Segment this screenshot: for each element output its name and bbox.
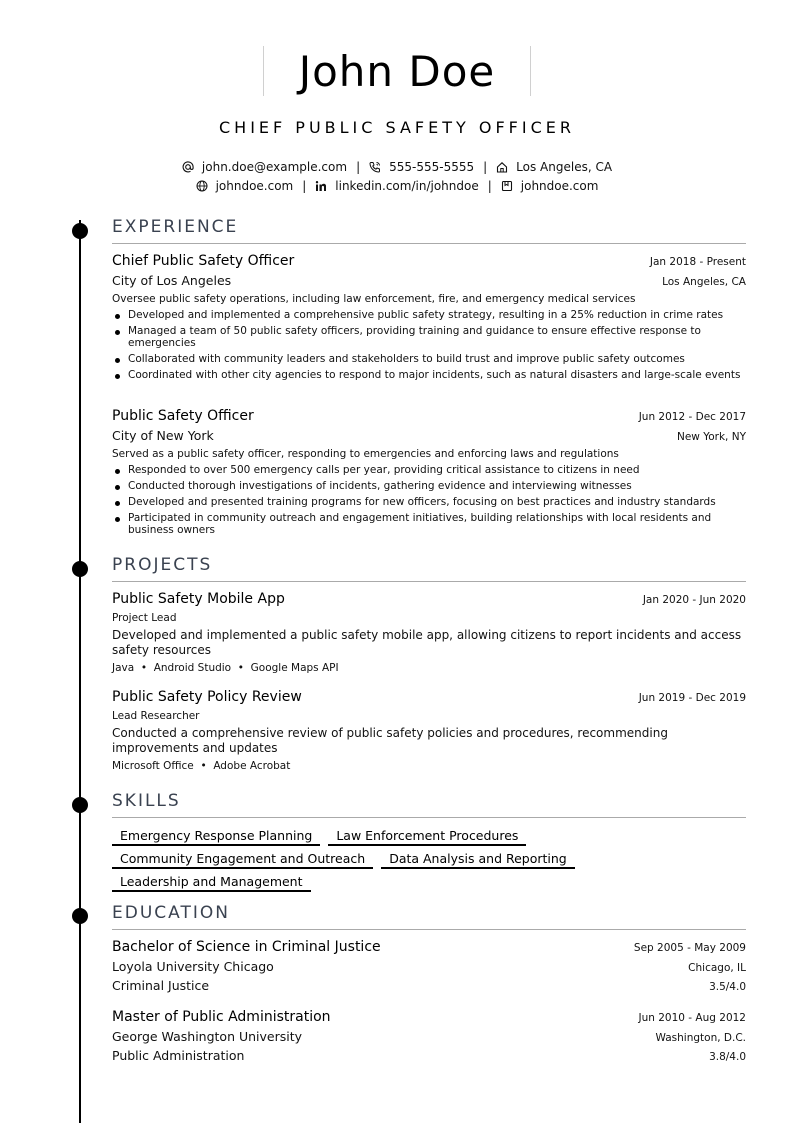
skill-tag: Data Analysis and Reporting (381, 849, 575, 869)
skill-tag: Law Enforcement Procedures (328, 826, 526, 846)
education-field-row (112, 978, 746, 993)
name-frame (263, 46, 531, 96)
contact-portfolio[interactable] (501, 179, 599, 193)
skills-row (112, 872, 746, 892)
job-org-row (112, 273, 746, 288)
list-item: Developed and presented training programs for new officers, focusing on best practices and industry standards (112, 496, 746, 508)
job-header (112, 253, 746, 269)
project-role: Project Lead (112, 612, 177, 624)
education-header (112, 1009, 746, 1025)
skills-row (112, 849, 746, 869)
project-dates: Jan 2020 - Jun 2020 (642, 594, 746, 606)
timeline-dot (72, 223, 88, 239)
project-header (112, 591, 746, 607)
education-field-row (112, 1048, 746, 1063)
project-name: Public Safety Policy Review (112, 689, 302, 705)
job-summary: Served as a public safety officer, responding to emergencies and enforcing laws and regulations (112, 448, 619, 460)
contact-portfolio-text: johndoe.com (520, 179, 599, 193)
field-of-study: Public Administration (112, 1048, 245, 1063)
list-item: Collaborated with community leaders and stakeholders to build trust and improve public safety outcomes (112, 353, 746, 365)
contact-linkedin-text: linkedin.com/in/johndoe (335, 179, 479, 193)
contact-linkedin[interactable] (315, 179, 478, 193)
education-location: Chicago, IL (688, 962, 746, 974)
project-description: Conducted a comprehensive review of public safety policies and procedures, recommending improvements and updates (112, 726, 668, 755)
job-location: New York, NY (676, 431, 746, 443)
candidate-name: John Doe (298, 46, 496, 96)
job-summary: Oversee public safety operations, including law enforcement, fire, and emergency medical services (112, 293, 636, 305)
timeline-dot (72, 908, 88, 924)
job-role: Chief Public Safety Officer (112, 253, 295, 269)
project-tools: Microsoft Office • Adobe Acrobat (112, 760, 291, 772)
contact-line-1 (0, 160, 794, 174)
job-bullets (112, 464, 746, 540)
field-of-study: Criminal Justice (112, 978, 210, 993)
job-title: CHIEF PUBLIC SAFETY OFFICER (218, 118, 575, 137)
job-header (112, 408, 746, 424)
portfolio-icon (501, 180, 513, 192)
gpa: 3.5/4.0 (709, 981, 746, 993)
contact-email-text: john.doe@example.com (201, 160, 348, 174)
skills-list (112, 826, 746, 895)
project-dates: Jun 2019 - Dec 2019 (638, 692, 746, 704)
job-location: Los Angeles, CA (662, 276, 746, 288)
project-header (112, 689, 746, 705)
skill-tag: Leadership and Management (112, 872, 311, 892)
timeline-dot (72, 797, 88, 813)
contact-phone-text: 555-555-5555 (389, 160, 475, 174)
skill-tag: Emergency Response Planning (112, 826, 320, 846)
job-org: City of Los Angeles (112, 273, 232, 288)
degree: Bachelor of Science in Criminal Justice (112, 939, 381, 955)
education-school-row (112, 1029, 746, 1044)
timeline-line (79, 220, 81, 1123)
list-item: Responded to over 500 emergency calls per year, providing critical assistance to citizens in need (112, 464, 746, 476)
job-dates: Jan 2018 - Present (649, 256, 746, 268)
contact-separator: | (302, 179, 307, 193)
linkedin-icon (315, 180, 327, 192)
project-tools: Java • Android Studio • Google Maps API (112, 662, 339, 674)
contact-email[interactable] (182, 160, 347, 174)
degree: Master of Public Administration (112, 1009, 331, 1025)
phone-icon (369, 161, 381, 173)
job-org-row (112, 428, 746, 443)
contact-phone[interactable] (369, 160, 474, 174)
section-heading-projects: PROJECTS (112, 555, 746, 582)
contact-separator: | (487, 179, 492, 193)
education-dates: Sep 2005 - May 2009 (633, 942, 746, 954)
skill-tag: Community Engagement and Outreach (112, 849, 373, 869)
contact-separator: | (483, 160, 488, 174)
section-heading-education: EDUCATION (112, 903, 746, 930)
school: Loyola University Chicago (112, 959, 274, 974)
job-bullets (112, 309, 746, 385)
home-icon (496, 161, 508, 173)
contact-website[interactable] (196, 179, 294, 193)
globe-icon (196, 180, 208, 192)
list-item: Developed and implemented a comprehensive public safety strategy, resulting in a 25% reduction in crime rates (112, 309, 746, 321)
contact-separator: | (356, 160, 361, 174)
skills-row (112, 826, 746, 846)
education-header (112, 939, 746, 955)
section-heading-experience: EXPERIENCE (112, 217, 746, 244)
gpa: 3.8/4.0 (709, 1051, 746, 1063)
section-heading-skills: SKILLS (112, 791, 746, 818)
list-item: Conducted thorough investigations of incidents, gathering evidence and interviewing witnesses (112, 480, 746, 492)
contact-line-2 (0, 179, 794, 193)
project-name: Public Safety Mobile App (112, 591, 285, 607)
job-org: City of New York (112, 428, 214, 443)
list-item: Participated in community outreach and engagement initiatives, building relationships with local residents and business owners (112, 512, 746, 536)
job-role: Public Safety Officer (112, 408, 254, 424)
timeline-dot (72, 561, 88, 577)
list-item: Managed a team of 50 public safety officers, providing training and guidance to ensure effective response to emergencies (112, 325, 746, 349)
job-dates: Jun 2012 - Dec 2017 (638, 411, 746, 423)
project-role: Lead Researcher (112, 710, 200, 722)
education-school-row (112, 959, 746, 974)
contact-website-text: johndoe.com (215, 179, 294, 193)
contact-location (496, 160, 612, 174)
project-description: Developed and implemented a public safety mobile app, allowing citizens to report incidents and access safety resources (112, 628, 742, 657)
school: George Washington University (112, 1029, 303, 1044)
contact-location-text: Los Angeles, CA (516, 160, 613, 174)
education-location: Washington, D.C. (655, 1032, 746, 1044)
education-dates: Jun 2010 - Aug 2012 (638, 1012, 746, 1024)
list-item: Coordinated with other city agencies to respond to major incidents, such as natural disasters and large-scale events (112, 369, 746, 381)
at-icon (182, 161, 194, 173)
